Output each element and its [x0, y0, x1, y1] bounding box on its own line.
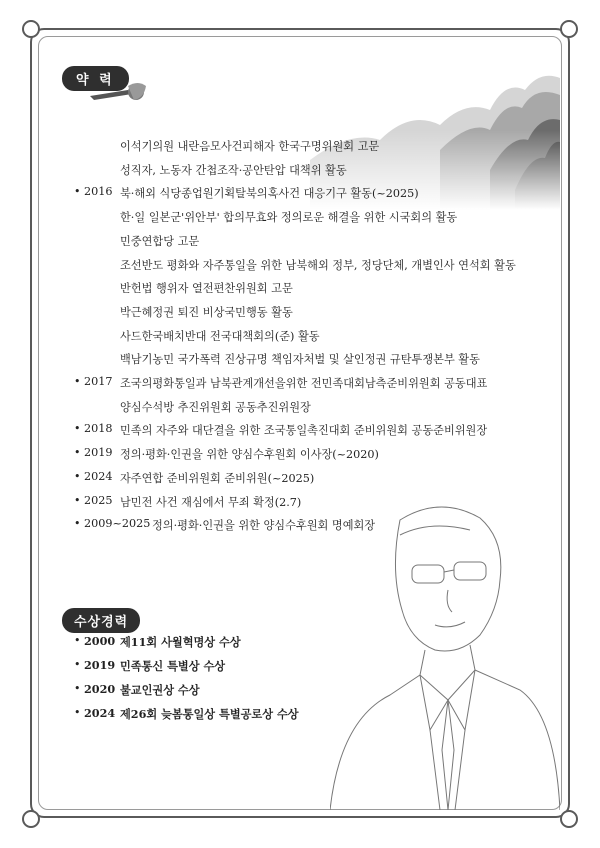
item-text: 박근혜정권 퇴진 비상국민행동 활동 [120, 305, 293, 319]
corner-ornament [560, 810, 578, 828]
bullet-point: • [74, 422, 81, 436]
awards-section-title: 수상경력 [62, 608, 140, 633]
portrait-illustration [330, 500, 560, 810]
item-text: 성직자, 노동자 간첩조작·공안탄압 대책위 활동 [120, 163, 347, 177]
bullet-point: • [74, 706, 81, 719]
item-text: 정의·평화·인권을 위한 양심수후원회 이사장(~2020) [120, 448, 379, 462]
item-text: 불교인권상 수상 [120, 683, 200, 697]
bullet-point: • [74, 375, 81, 388]
item-text: 자주연합 준비위원회 준비위원(~2025) [120, 471, 315, 485]
item-year: 2024 [84, 469, 113, 483]
bullet-point: • [74, 634, 81, 647]
item-year: 2024 [84, 706, 116, 720]
bullet-point: • [74, 446, 81, 460]
item-text: 조선반도 평화와 자주통일을 위한 남북해외 정부, 정당단체, 개별인사 연석회 활동 [120, 258, 516, 272]
item-text: 정의·평화·인권을 위한 양심수후원회 명예회장 [152, 519, 376, 533]
item-year: 2019 [84, 446, 113, 460]
corner-ornament [22, 20, 40, 38]
item-text: 조국의평화통일과 남북관계개선을위한 전민족대회남측준비위원회 공동대표 [120, 377, 488, 390]
corner-ornament [560, 20, 578, 38]
item-text: 백남기농민 국가폭력 진상규명 책임자처벌 및 살인정권 규탄투쟁본부 활동 [120, 353, 480, 367]
item-text: 남민전 사건 재심에서 무죄 확정(2.7) [120, 495, 302, 509]
item-year: 2019 [84, 658, 116, 672]
item-text: 양심수석방 추진위원회 공동추진위원장 [120, 400, 311, 414]
item-year: 2016 [84, 185, 113, 199]
bullet-point: • [74, 517, 81, 531]
career-section-title: 약 력 [62, 66, 129, 91]
bullet-point: • [74, 658, 81, 671]
item-year: 2025 [84, 493, 113, 507]
item-text: 제26회 늦봄통일상 특별공로상 수상 [120, 707, 299, 721]
item-year: 2009~2025 [84, 517, 151, 531]
item-text: 사드한국배치반대 전국대책회의(준) 활동 [120, 329, 320, 343]
item-text: 한·일 일본군'위안부' 합의무효와 정의로운 해결을 위한 시국회의 활동 [120, 211, 458, 225]
item-year: 2020 [84, 682, 116, 696]
item-text: 이석기의원 내란음모사건피해자 한국구명위원회 고문 [120, 140, 380, 153]
corner-ornament [22, 810, 40, 828]
item-text: 제11회 사월혁명상 수상 [120, 635, 241, 649]
item-year: 2017 [84, 375, 113, 388]
bullet-point: • [74, 493, 81, 507]
item-text: 북·해외 식당종업원기획탈북의혹사건 대응기구 활동(~2025) [120, 187, 419, 201]
item-text: 민중연합당 고문 [120, 234, 200, 248]
item-text: 반헌법 행위자 열전편찬위원회 고문 [120, 282, 293, 296]
item-text: 민족의 자주와 대단결을 위한 조국통일촉진대회 준비위원회 공동준비위원장 [120, 424, 488, 438]
bullet-point: • [74, 469, 81, 483]
bullet-point: • [74, 682, 81, 695]
item-year: 2000 [84, 634, 116, 648]
bullet-point: • [74, 185, 81, 199]
item-text: 민족통신 특별상 수상 [120, 659, 226, 673]
item-year: 2018 [84, 422, 113, 436]
